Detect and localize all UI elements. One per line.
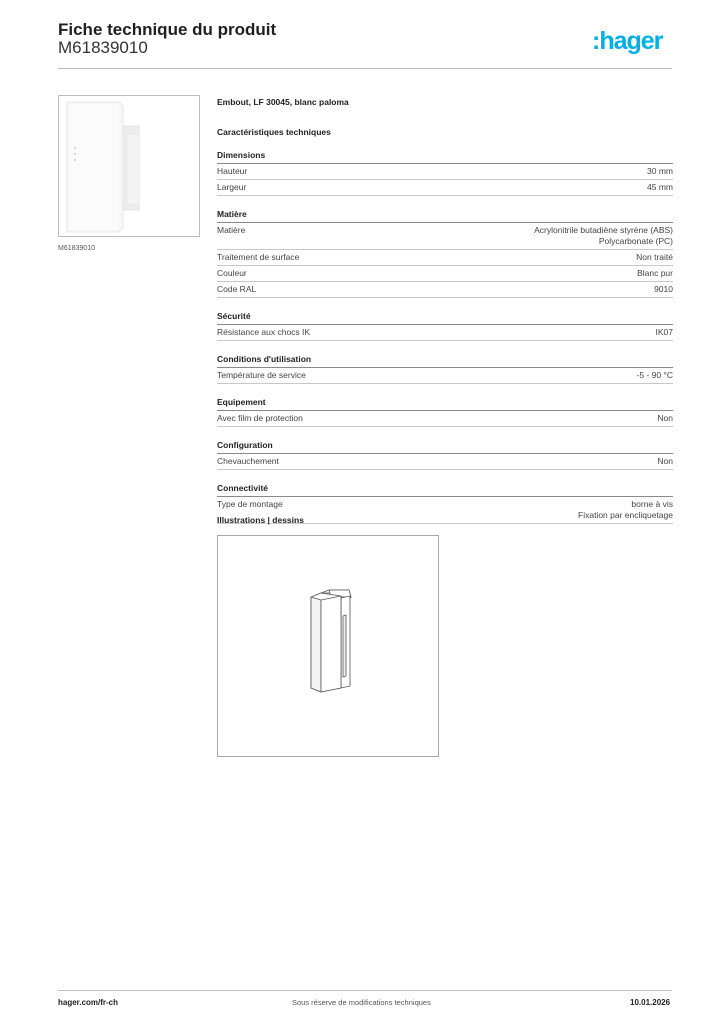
spec-value <box>534 225 673 247</box>
spec-label: Résistance aux chocs IK <box>217 327 311 337</box>
spec-row <box>217 454 673 470</box>
spec-group <box>217 440 673 470</box>
header-divider <box>58 68 672 69</box>
spec-group-title: Sécurité <box>217 311 673 325</box>
spec-group-title: Conditions d'utilisation <box>217 354 673 368</box>
spec-row <box>217 223 673 250</box>
spec-group <box>217 354 673 384</box>
spec-group <box>217 150 673 196</box>
spec-group <box>217 397 673 427</box>
footer-disclaimer: Sous réserve de modifications techniques <box>292 998 431 1007</box>
spec-value-line: IK07 <box>655 327 673 337</box>
spec-value-line: Fixation par encliquetage <box>578 510 673 520</box>
spec-label: Matière <box>217 225 246 235</box>
spec-value-line: Non traité <box>636 252 673 262</box>
spec-value <box>636 252 673 263</box>
spec-value-line: 45 mm <box>647 182 673 192</box>
spec-value <box>637 370 673 381</box>
spec-row <box>217 164 673 180</box>
spec-row <box>217 180 673 196</box>
spec-value-line: 30 mm <box>647 166 673 176</box>
spec-value-line: -5 - 90 °C <box>636 370 673 380</box>
spec-value <box>578 499 673 521</box>
svg-text::hager: :hager <box>592 27 663 55</box>
spec-heading: Caractéristiques techniques <box>217 127 331 137</box>
spec-label: Hauteur <box>217 166 248 176</box>
spec-group-title: Configuration <box>217 440 673 454</box>
spec-label: Code RAL <box>217 284 257 294</box>
spec-label: Température de service <box>217 370 306 380</box>
spec-value-line: Acrylonitrile butadiène styrène (ABS) <box>534 225 673 235</box>
spec-value-line: 9010 <box>654 284 673 294</box>
spec-row <box>217 282 673 298</box>
endcap-line-drawing <box>218 536 438 756</box>
photo-caption: M61839010 <box>58 245 95 252</box>
footer-website-link[interactable]: hager.com/fr-ch <box>58 998 119 1007</box>
spec-row <box>217 250 673 266</box>
spec-group-title: Dimensions <box>217 150 673 164</box>
spec-row <box>217 368 673 384</box>
spec-label: Largeur <box>217 182 247 192</box>
spec-value <box>657 456 673 467</box>
spec-value-line: Non <box>657 456 673 466</box>
page-title: Fiche technique du produit <box>58 20 277 39</box>
spec-group-title: Matière <box>217 209 673 223</box>
spec-value <box>657 413 673 424</box>
spec-value-line: Non <box>657 413 673 423</box>
illustration-drawing <box>217 535 439 757</box>
spec-groups <box>217 150 673 524</box>
spec-value-line: Blanc pur <box>637 268 673 278</box>
spec-label: Chevauchement <box>217 456 279 466</box>
spec-value <box>647 166 673 177</box>
hager-logo <box>592 26 674 56</box>
spec-group-title: Equipement <box>217 397 673 411</box>
product-photo <box>58 95 200 237</box>
spec-value <box>654 284 673 295</box>
spec-label: Couleur <box>217 268 247 278</box>
spec-value <box>647 182 673 193</box>
spec-row <box>217 325 673 341</box>
illustrations-title: Illustrations | dessins <box>217 515 304 525</box>
spec-section <box>217 97 673 524</box>
spec-group <box>217 311 673 341</box>
product-reference: M61839010 <box>58 38 148 57</box>
spec-value-line: borne à vis <box>631 499 673 509</box>
footer-divider <box>58 990 672 991</box>
spec-group-title: Connectivité <box>217 483 673 497</box>
footer-date: 10.01.2026 <box>630 998 671 1007</box>
product-name: Embout, LF 30045, blanc paloma <box>217 97 349 107</box>
spec-row <box>217 411 673 427</box>
spec-value <box>656 327 674 338</box>
endcap-photo-image <box>59 96 199 236</box>
spec-value <box>637 268 673 279</box>
spec-label: Traitement de surface <box>217 252 300 262</box>
spec-value-line: Polycarbonate (PC) <box>598 236 673 246</box>
spec-group <box>217 209 673 298</box>
spec-label: Type de montage <box>217 499 283 509</box>
spec-row <box>217 266 673 282</box>
spec-label: Avec film de protection <box>217 413 303 423</box>
